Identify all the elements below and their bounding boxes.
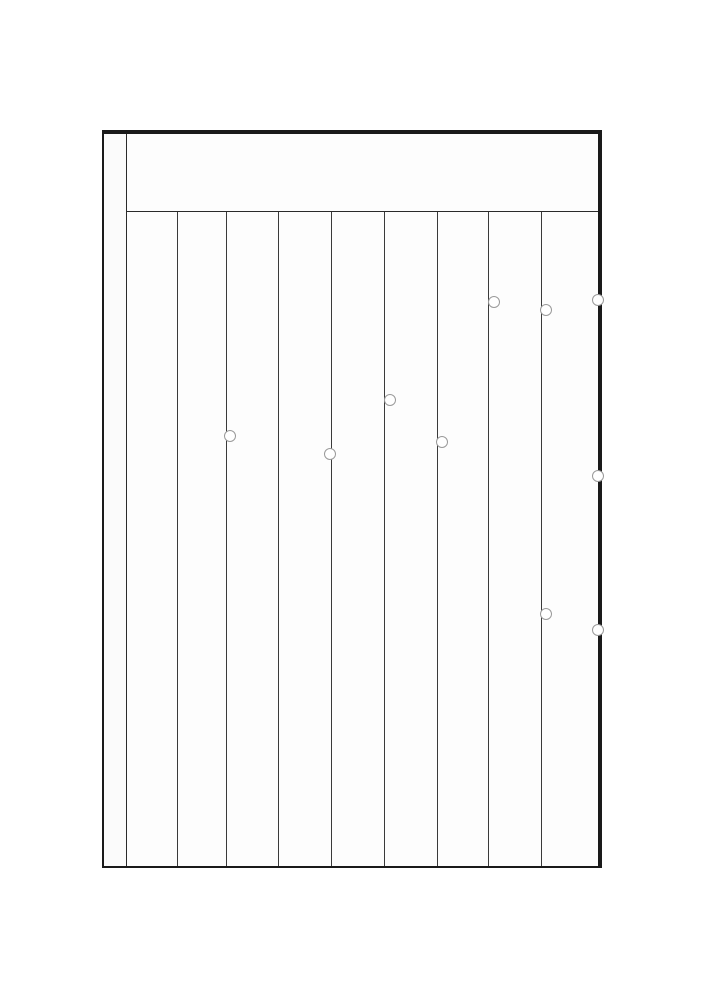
- column-rule: [177, 212, 178, 866]
- column-rule: [278, 212, 279, 866]
- column-rule: [384, 212, 385, 866]
- punctuation-circle: [540, 304, 552, 316]
- page-frame: [102, 130, 602, 868]
- top-margin-strip: [104, 134, 598, 212]
- punctuation-circle: [592, 470, 604, 482]
- side-margin-column: [104, 134, 127, 866]
- column-rule: [437, 212, 438, 866]
- punctuation-circle: [592, 294, 604, 306]
- punctuation-circle: [592, 624, 604, 636]
- punctuation-circle: [384, 394, 396, 406]
- punctuation-circle: [224, 430, 236, 442]
- column-rule: [488, 212, 489, 866]
- punctuation-circle: [488, 296, 500, 308]
- column-rule: [226, 212, 227, 866]
- column-rule: [331, 212, 332, 866]
- punctuation-circle: [324, 448, 336, 460]
- punctuation-circle: [540, 608, 552, 620]
- punctuation-circle: [436, 436, 448, 448]
